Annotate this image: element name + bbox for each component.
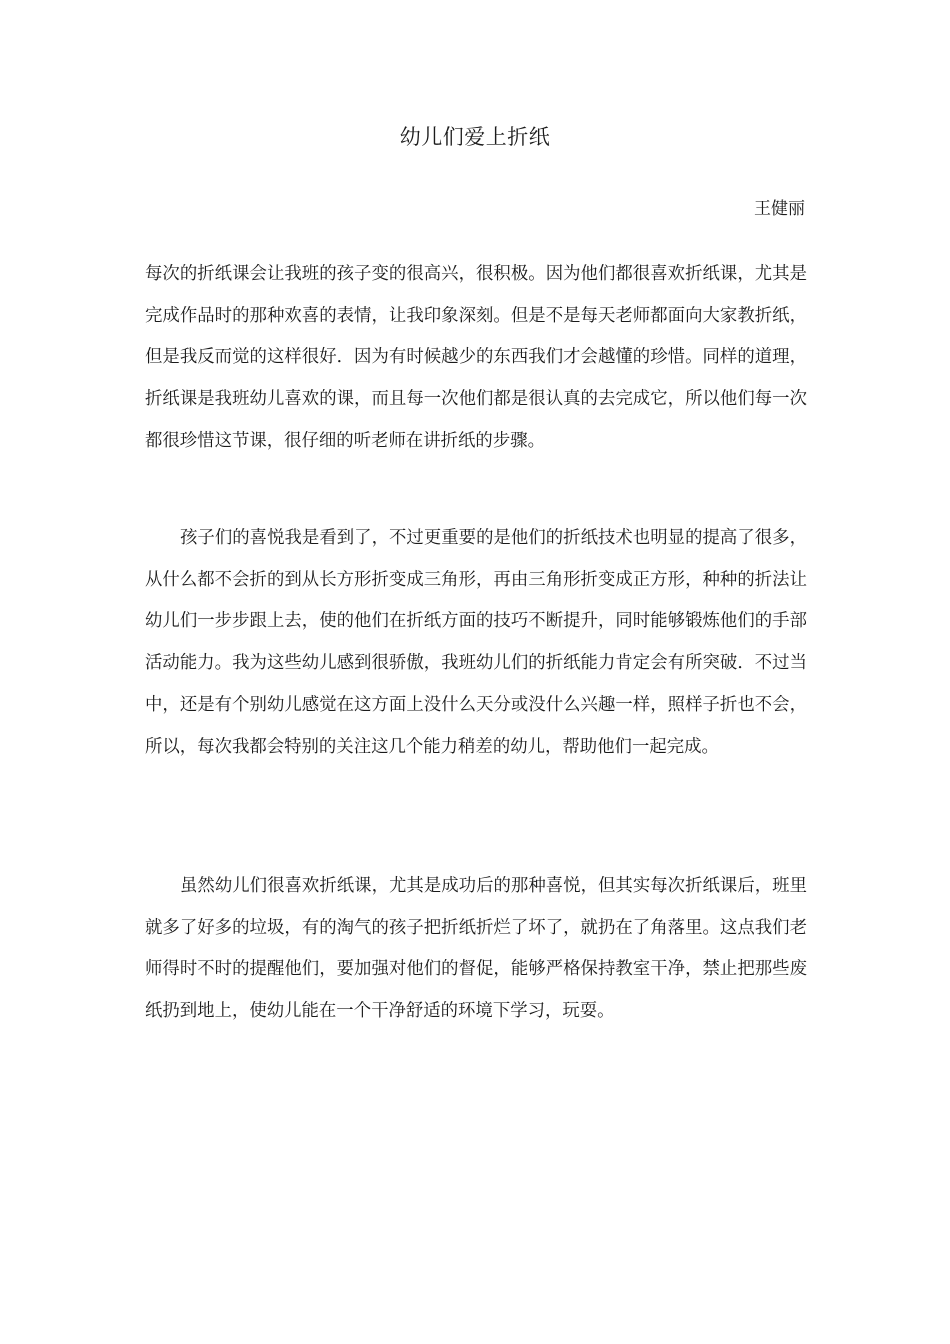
paragraph-3: 虽然幼儿们很喜欢折纸课，尤其是成功后的那种喜悦，但其实每次折纸课后，班里就多了好多的垃圾，有的淘气的孩子把折纸折烂了坏了，就扔在了角落里。这点我们老师得时不时的提醒他们，要加强对他们的督促，能够严格保持教室干净，禁止把那些废纸扔到地上，使幼儿能在一个干净舒适的环境下学习，玩耍。 (145, 876, 807, 1022)
paragraph-2: 孩子们的喜悦我是看到了，不过更重要的是他们的折纸技术也明显的提高了很多，从什么都不会折的到从长方形折变成三角形，再由三角形折变成正方形，种种的折法让幼儿们一步步跟上去，使的他们在折纸方面的技巧不断提升，同时能够锻炼他们的手部活动能力。我为这些幼儿感到很骄傲，我班幼儿们的折纸能力肯定会有所突破．不过当中，还是有个别幼儿感觉在这方面上没什么天分或没什么兴趣一样，照样子折也不会，所以，每次我都会特别的关注这几个能力稍差的幼儿，帮助他们一起完成。 (145, 528, 807, 757)
paragraph-1: 每次的折纸课会让我班的孩子变的很高兴，很积极。因为他们都很喜欢折纸课，尤其是完成作品时的那种欢喜的表情，让我印象深刻。但是不是每天老师都面向大家教折纸，但是我反而觉的这样很好．因为有时候越少的东西我们才会越懂的珍惜。同样的道理，折纸课是我班幼儿喜欢的课，而且每一次他们都是很认真的去完成它，所以他们每一次都很珍惜这节课，很仔细的听老师在讲折纸的步骤。 (145, 264, 807, 451)
document-title: 幼儿们爱上折纸 (399, 125, 551, 149)
author-name: 王健丽 (754, 199, 805, 219)
